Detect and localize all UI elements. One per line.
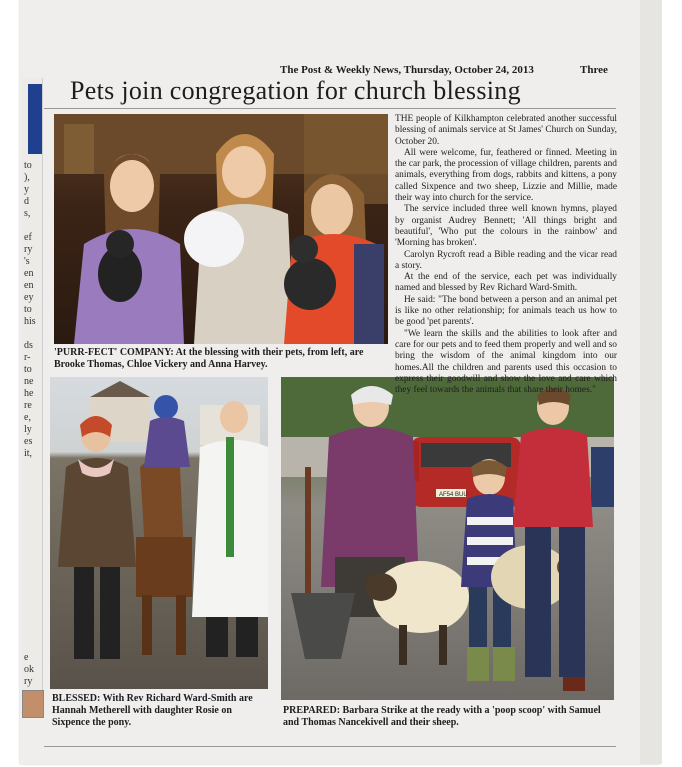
fragment: en	[24, 268, 34, 279]
fragment: y	[24, 184, 29, 195]
photo-vicar-with-pony	[50, 377, 268, 689]
article-paragraph: At the end of the service, each pet was individually named and blessed by Rev Richard Ward-Smith.	[395, 272, 617, 294]
number-plate: AF54 BUU	[439, 492, 468, 498]
fragment: es	[24, 436, 33, 447]
article-paragraph: The service included three well known hymns, played by organist Audrey Bennett; 'All things bright and beautiful', 'Who put the colours in the rainbow' and 'Morning has broken'.	[395, 204, 617, 249]
caption-photo-2: BLESSED: With Rev Richard Ward-Smith are Hannah Metherell with daughter Rosie on Sixpence the pony.	[52, 693, 253, 728]
fragment: 's	[24, 256, 30, 267]
fragment: ry	[24, 244, 33, 255]
fragment: en	[24, 280, 34, 291]
article-paragraph: He said: "The bond between a person and an animal pet is like no other relationship; for animals teach us how to be good 'pet parents'.	[395, 294, 617, 328]
photo-sheep-and-scoop	[281, 377, 614, 700]
fragment: ds	[24, 340, 33, 351]
previous-column-edge	[22, 78, 43, 718]
red-advert-fragment	[22, 690, 44, 718]
fragment: he	[24, 388, 34, 399]
fragment: e,	[24, 412, 31, 423]
article-body	[395, 114, 617, 396]
fragment: his	[24, 316, 36, 327]
fragment: ),	[24, 172, 30, 183]
article-paragraph: THE people of Kilkhampton celebrated another successful blessing of animals service at St James' Church on Sunday, October 20.	[395, 114, 617, 147]
photo-girls-with-pets-illustration	[54, 114, 388, 344]
fragment: re	[24, 400, 32, 411]
fragment: ey	[24, 292, 34, 303]
article-paragraph: "We learn the skills and the abilities to look after and care for our pets and to feed them properly and well and so bring the wisdom of the animal kingdom into our homes.All the children and parents used this occasion to express their goodwill and show the love and care which they feel towards the animals that share their homes."	[395, 328, 617, 396]
section-color-bar	[28, 84, 42, 154]
headline: Pets join congregation for church blessing	[70, 76, 521, 105]
caption-photo-3: PREPARED: Barbara Strike at the ready with a 'poop scoop' with Samuel and Thomas Nancekivell and their sheep.	[283, 705, 601, 728]
fragment: to	[24, 304, 32, 315]
fragment: ne	[24, 376, 34, 387]
fragment: to	[24, 364, 32, 375]
page-number: Three	[580, 64, 608, 76]
fragment: s,	[24, 208, 31, 219]
fragment: ly	[24, 424, 32, 435]
fragment: ry	[24, 676, 33, 687]
photo-vicar-with-pony-illustration	[50, 377, 268, 689]
publication-dateline: The Post & Weekly News, Thursday, October 24, 2013	[280, 64, 534, 76]
fragment: r-	[24, 352, 31, 363]
article-paragraph: Carolyn Rycroft read a Bible reading and the vicar read a story.	[395, 249, 617, 271]
fragment: e	[24, 652, 29, 663]
bottom-rule	[44, 746, 616, 747]
headline-rule	[44, 108, 616, 109]
fragment: it,	[24, 448, 33, 459]
fragment: d	[24, 196, 29, 207]
article-paragraph: All were welcome, fur, feathered or finned. Meeting in the car park, the procession of village children, parents and animals, everything from dogs, rabbits and kittens, a pony called Sixpence and two sheep, Lizzie and Millie, made their way into church for the service.	[395, 147, 617, 204]
fragment: ef	[24, 232, 32, 243]
fragment: to	[24, 160, 32, 171]
photo-sheep-and-scoop-illustration	[281, 377, 614, 700]
photo-girls-with-pets	[54, 114, 388, 344]
caption-photo-1: 'PURR-FECT' COMPANY: At the blessing with their pets, from left, are Brooke Thomas, Chloe Vickery and Anna Harvey.	[54, 347, 364, 370]
fragment: ok	[24, 664, 34, 675]
